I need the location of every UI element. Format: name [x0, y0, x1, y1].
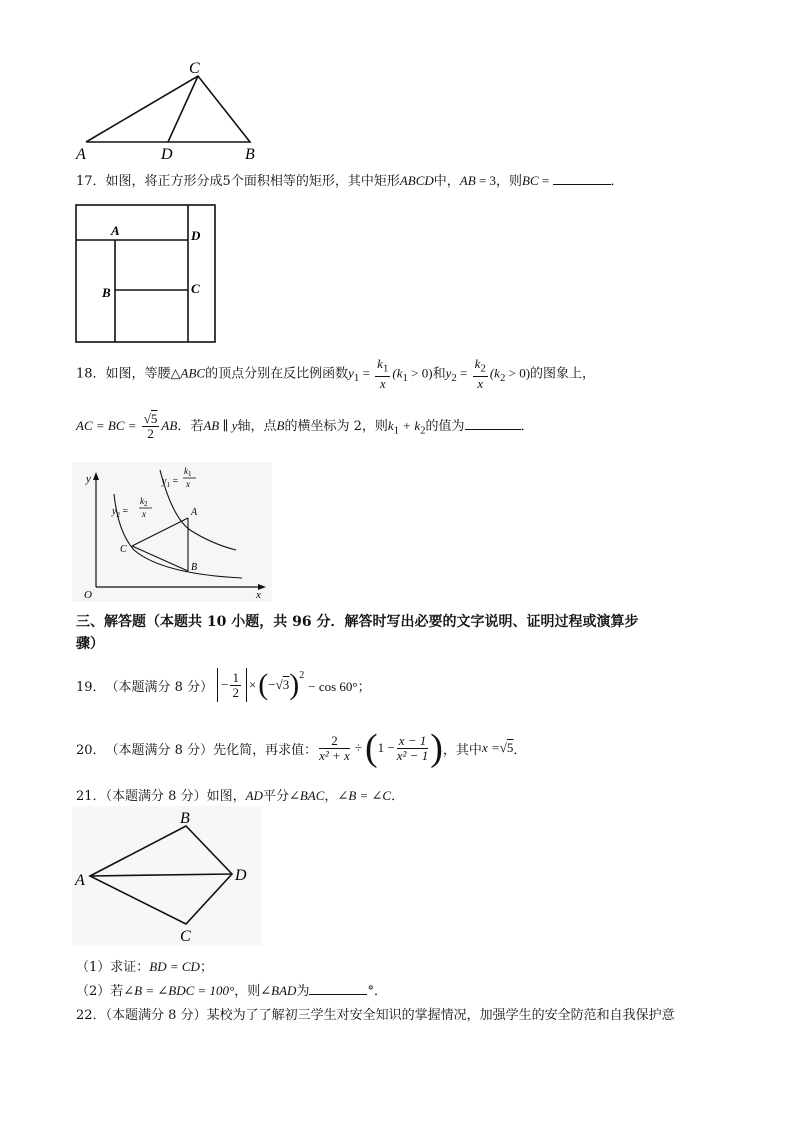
label-b: B [191, 562, 198, 573]
question-number: 19． [76, 679, 106, 695]
question-21: 21．（本题满分 8 分）如图，AD平分∠BAC，∠B = ∠C． [76, 788, 405, 804]
question-21-part-2: （2）若∠B = ∠BDC = 100°，则∠BAD为 °． [76, 983, 387, 999]
question-17: 17．如图，将正方形分成5个面积相等的矩形，其中矩形ABCD中，AB = 3，则BC = ． [76, 173, 624, 189]
label-c: C [191, 281, 200, 296]
question-22: 22．（本题满分 8 分）某校为了了解初三学生对安全知识的掌握情况，加强学生的安全防范和自我保护意 [76, 1008, 675, 1023]
label-a: A [191, 507, 198, 518]
label-b: B [102, 285, 111, 300]
label-c: C [189, 60, 200, 77]
label-c: C [180, 928, 191, 945]
svg-text:x: x [142, 509, 146, 519]
axis-x-label: x [256, 589, 261, 601]
answer-blank[interactable] [553, 184, 611, 185]
question-18-line-2: AC = BC = $\frac{√5}{2}$ AB．若AB ∥ y轴，点B的横坐标为 2，则$k_1 + k_2$的值为 ． [76, 411, 534, 441]
svg-text:x: x [186, 479, 190, 489]
question-number: 22． [76, 1008, 106, 1023]
question-21-part-1: （1）求证：BD = CD； [76, 959, 213, 975]
triangle-figure-q16 [70, 58, 270, 166]
svg-text:y2 =: $y_2$ = [112, 506, 129, 519]
origin-label: O [84, 589, 92, 601]
question-18-line-1: 18．如图，等腰△ABC的顶点分别在反比例函数$y_1$ = $\frac{k_1}{x}$ $(k_1 > 0)$和$y_2$ = $\frac{k_2}{x}$ $(k_2 > 0)$的图象上， [76, 356, 596, 391]
question-number: 18． [76, 366, 106, 382]
expression: − $\frac{1}{2}$ × ( − √ 3 ) $^2$ − cos 60°； [213, 668, 371, 702]
label-b: B [245, 146, 255, 163]
question-number: 21． [76, 789, 106, 804]
svg-text:k1: $k_1$ [184, 466, 192, 478]
section-title: 三、解答题（本题共 10 小题，共 96 分．解答时写出必要的文字说明、证明过程或演算步 骤） [76, 614, 639, 652]
label-d: D [191, 228, 201, 243]
answer-blank[interactable] [309, 994, 367, 995]
svg-text:k2: $k_2$ [140, 496, 148, 508]
label-c: C [120, 544, 127, 555]
fraction-sqrt5-over-2: $\frac{√5}{2}$ [143, 411, 158, 441]
label-a: A [111, 223, 120, 238]
label-b: B [180, 810, 190, 827]
label-d: D [161, 146, 173, 163]
question-19: 19． （本题满分 8 分） − $\frac{1}{2}$ × ( − √ 3 ) $^2$ − cos 60°； [76, 668, 371, 701]
label-a: A [75, 872, 85, 889]
hyperbola-graph-q18 [72, 462, 272, 602]
label-d: D [235, 867, 247, 884]
expression: $\frac{2}{\text{x² + x}}$ ÷ ( 1 − $\frac{x - 1}{\text{x² − 1}}$ ) [319, 727, 443, 769]
fraction-k2-over-x: $\frac{k_2}{x}$ [474, 356, 486, 391]
answer-blank[interactable] [465, 429, 521, 430]
question-number: 20． [76, 742, 106, 758]
square-rectangles-figure-q17 [72, 202, 220, 346]
fraction-k1-over-x: $\frac{k_1}{x}$ [377, 356, 389, 391]
question-20: 20． （本题满分 8 分） 先化简，再求值： $\frac{2}{\text{x² + x}}$ ÷ ( 1 − $\frac{x - 1}{\text{x² − 1}}$ ) ，其中 x = √ 5 ． [76, 727, 527, 769]
kite-figure-q21 [72, 806, 262, 946]
axis-y-label: y [86, 473, 91, 485]
question-number: 17． [76, 174, 106, 189]
svg-text:y1 =: $y_1$ = [162, 476, 179, 489]
label-a: A [76, 146, 86, 163]
